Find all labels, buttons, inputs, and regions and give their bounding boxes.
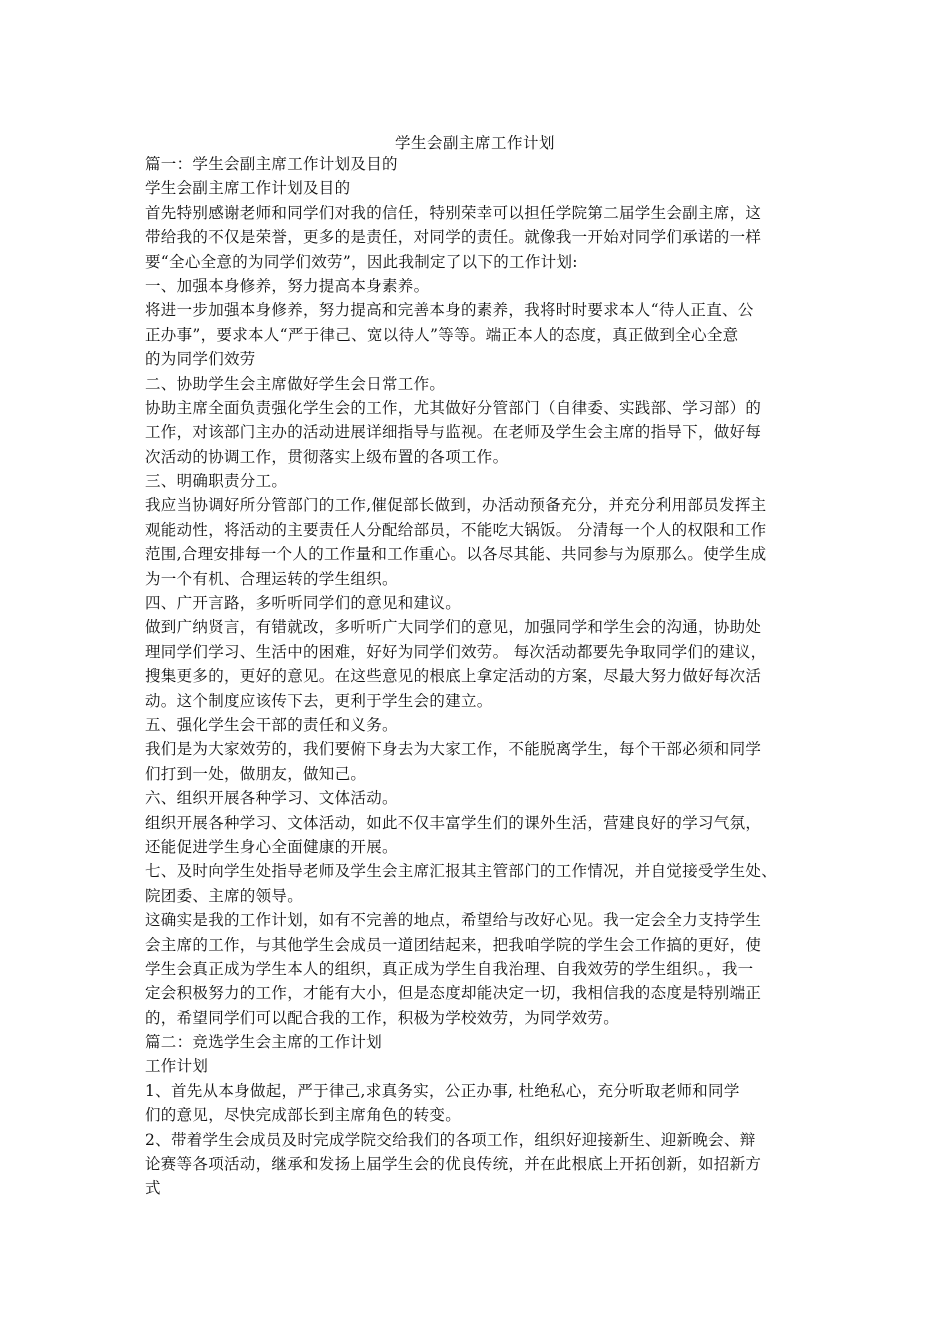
text-line: 学生会副主席工作计划及目的: [145, 179, 351, 198]
text-line: 式: [145, 1179, 161, 1198]
text-line: 做到广纳贤言，有错就改，多听听广大同学们的意见，加强同学和学生会的沟通，协助处: [145, 618, 762, 637]
text-line: 六、组织开展各种学习、文体活动。: [145, 789, 398, 808]
text-line: 院团委、主席的领导。: [145, 886, 304, 905]
text-line: 们的意见，尽快完成部长到主席角色的转变。: [145, 1106, 462, 1125]
text-line: 我应当协调好所分管部门的工作,催促部长做到，办活动预备充分，并充分利用部员发挥主: [145, 496, 767, 515]
text-line: 搜集更多的，更好的意见。在这些意见的根底上拿定活动的方案，尽最大努力做好每次活: [145, 667, 762, 686]
text-line: 们打到一处，做朋友，做知己。: [145, 764, 367, 783]
text-line: 首先特别感谢老师和同学们对我的信任，特别荣幸可以担任学院第二届学生会副主席，这: [145, 203, 762, 222]
text-line: 还能促进学生身心全面健康的开展。: [145, 837, 398, 856]
text-line: 七、及时向学生处指导老师及学生会主席汇报其主管部门的工作情况，并自觉接受学生处、: [145, 862, 778, 881]
text-line: 工作，对该部门主办的活动进展详细指导与监视。在老师及学生会主席的指导下，做好每: [145, 423, 762, 442]
text-line: 要“全心全意的为同学们效劳”，因此我制定了以下的工作计划:: [145, 252, 578, 271]
text-line: 观能动性，将活动的主要责任人分配给部员，不能吃大锅饭。 分清每一个人的权限和工作: [145, 520, 767, 539]
text-line: 为一个有机、合理运转的学生组织。: [145, 569, 398, 588]
text-line: 我们是为大家效劳的，我们要俯下身去为大家工作，不能脱离学生，每个干部必须和同学: [145, 740, 762, 759]
text-line: 带给我的不仅是荣誉，更多的是责任，对同学的责任。就像我一开始对同学们承诺的一样: [145, 228, 762, 247]
text-line: 定会积极努力的工作，才能有大小，但是态度却能决定一切，我相信我的态度是特别端正: [145, 984, 762, 1003]
text-line: 会主席的工作，与其他学生会成员一道团结起来，把我咱学院的学生会工作搞的更好，使: [145, 935, 762, 954]
text-line: 2、带着学生会成员及时完成学院交给我们的各项工作，组织好迎接新生、迎新晚会、辩: [145, 1130, 756, 1149]
text-line: 三、明确职责分工。: [145, 472, 288, 491]
text-line: 1、首先从本身做起，严于律己,求真务实，公正办事, 杜绝私心，充分听取老师和同学: [145, 1081, 740, 1100]
text-line: 工作计划: [145, 1057, 209, 1076]
text-line: 四、广开言路，多听听同学们的意见和建议。: [145, 594, 462, 613]
text-line: 论赛等各项活动，继承和发扬上届学生会的优良传统，并在此根底上开拓创新，如招新方: [145, 1155, 762, 1174]
text-line: 动。这个制度应该传下去，更利于学生会的建立。: [145, 691, 493, 710]
document-title: 学生会副主席工作计划: [394, 134, 555, 152]
text-line: 将进一步加强本身修养，努力提高和完善本身的素养，我将时时要求本人“待人正直、公: [145, 301, 754, 320]
text-line: 的为同学们效劳: [145, 350, 256, 369]
document-body: [145, 152, 815, 1201]
text-line: 范围,合理安排每一个人的工作量和工作重心。以各尽其能、共同参与为原那么。使学生成: [145, 545, 767, 564]
text-line: 的，希望同学们可以配合我的工作，积极为学校效劳，为同学效劳。: [145, 1008, 620, 1027]
text-line: 一、加强本身修养，努力提高本身素养。: [145, 276, 430, 295]
text-line: 理同学们学习、生活中的困难，好好为同学们效劳。 每次活动都要先争取同学们的建议，: [145, 642, 767, 661]
text-line: 正办事”，要求本人“严于律己、宽以待人”等等。端正本人的态度，真正做到全心全意: [145, 325, 739, 344]
text-line: 篇二：竞选学生会主席的工作计划: [145, 1033, 383, 1052]
text-line: 二、协助学生会主席做好学生会日常工作。: [145, 374, 446, 393]
text-line: 次活动的协调工作，贯彻落实上级布置的各项工作。: [145, 447, 509, 466]
text-line: 这确实是我的工作计划，如有不完善的地点，希望给与改好心见。我一定会全力支持学生: [145, 911, 762, 930]
text-line: 协助主席全面负责强化学生会的工作，尤其做好分管部门（自律委、实践部、学习部）的: [145, 398, 762, 417]
text-line: 五、强化学生会干部的责任和义务。: [145, 715, 398, 734]
text-line: 篇一：学生会副主席工作计划及目的: [145, 155, 398, 173]
text-line: 组织开展各种学习、文体活动，如此不仅丰富学生们的课外生活，营建良好的学习气氛，: [145, 813, 762, 832]
text-line: 学生会真正成为学生本人的组织，真正成为学生自我治理、自我效劳的学生组织。，我一: [145, 959, 754, 978]
